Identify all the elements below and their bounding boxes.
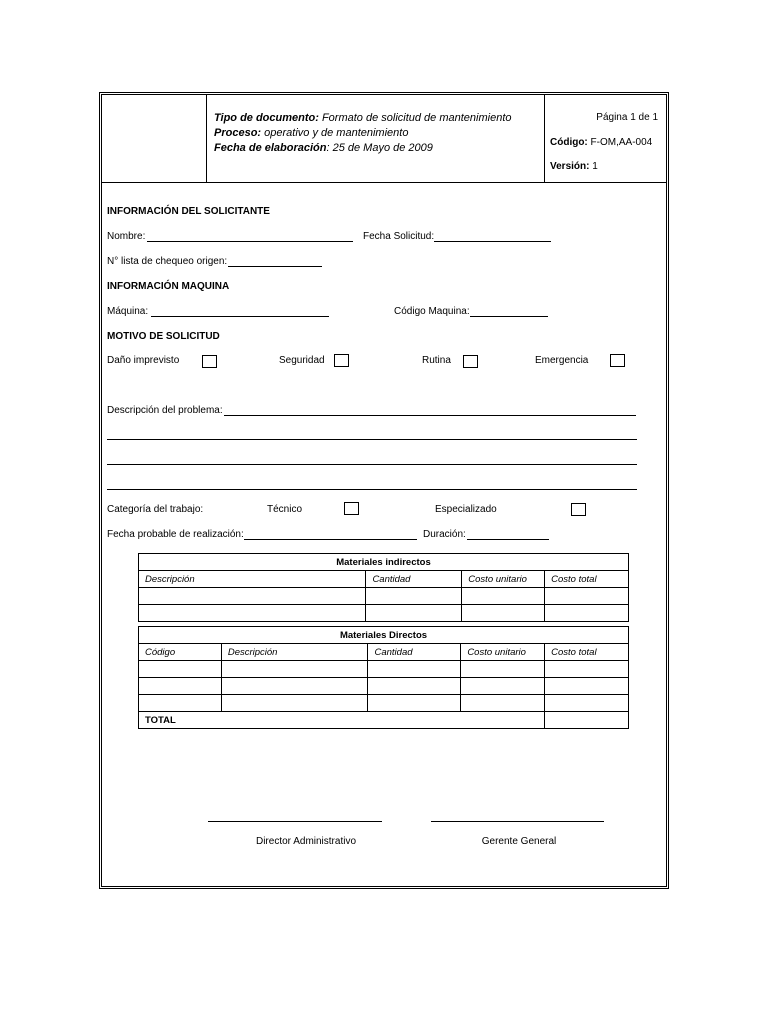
- lista-chequeo-field[interactable]: [228, 266, 322, 267]
- especializado-label: Especializado: [435, 504, 497, 515]
- column-header: Costo total: [545, 571, 629, 588]
- column-header: Cantidad: [366, 571, 462, 588]
- table-header-row: [139, 644, 629, 661]
- codigo-maquina-label: Código Maquina:: [394, 306, 470, 317]
- tipo-documento: Tipo de documento: Formato de solicitud de mantenimiento: [214, 112, 512, 124]
- logo-cell: [102, 95, 207, 182]
- gerente-label: Gerente General: [481, 836, 557, 847]
- column-header: Código: [139, 644, 222, 661]
- director-signature-line[interactable]: [208, 821, 382, 822]
- column-header: Costo total: [545, 644, 629, 661]
- version: Versión: 1: [550, 161, 598, 172]
- pagina: Página 1 de 1: [596, 112, 658, 123]
- descripcion-line-2[interactable]: [107, 439, 637, 440]
- descripcion-problema-label: Descripción del problema:: [107, 405, 223, 416]
- nombre-label: Nombre:: [107, 231, 146, 242]
- column-header: Costo unitario: [461, 644, 545, 661]
- proceso: Proceso: operativo y de mantenimiento: [214, 127, 409, 139]
- fecha-solicitud-label: Fecha Solicitud:: [363, 231, 435, 242]
- column-header: Costo unitario: [462, 571, 545, 588]
- document-header: [102, 95, 666, 183]
- fecha-elaboracion: Fecha de elaboración: 25 de Mayo de 2009: [214, 142, 433, 154]
- rutina-checkbox[interactable]: [463, 355, 478, 368]
- table-row[interactable]: [139, 695, 629, 712]
- table-row[interactable]: [139, 605, 629, 622]
- codigo: Código: F-OM,AA-004: [550, 137, 653, 148]
- director-label: Director Administrativo: [255, 836, 357, 847]
- section-solicitante: INFORMACIÓN DEL SOLICITANTE: [107, 206, 270, 217]
- codigo-maquina-field[interactable]: [470, 316, 548, 317]
- dano-imprevisto-checkbox[interactable]: [202, 355, 217, 368]
- emergencia-label: Emergencia: [535, 355, 589, 366]
- descripcion-line-4[interactable]: [107, 489, 637, 490]
- rutina-label: Rutina: [422, 355, 451, 366]
- table-header-row: [139, 571, 629, 588]
- column-header: Descripción: [221, 644, 368, 661]
- emergencia-checkbox[interactable]: [610, 354, 625, 367]
- materiales-indirectos-title: Materiales indirectos: [139, 554, 629, 571]
- fecha-probable-label: Fecha probable de realización:: [107, 529, 244, 540]
- materiales-indirectos-table: [138, 553, 629, 622]
- lista-chequeo-label: N° lista de chequeo origen:: [107, 256, 228, 267]
- seguridad-label: Seguridad: [279, 355, 325, 366]
- maquina-field[interactable]: [151, 316, 329, 317]
- column-header: Cantidad: [368, 644, 461, 661]
- especializado-checkbox[interactable]: [571, 503, 586, 516]
- section-motivo: MOTIVO DE SOLICITUD: [107, 331, 220, 342]
- total-label: TOTAL: [139, 712, 545, 729]
- total-row: [139, 712, 629, 729]
- fecha-probable-field[interactable]: [244, 539, 417, 540]
- duracion-label: Duración:: [423, 529, 466, 540]
- duracion-field[interactable]: [467, 539, 549, 540]
- seguridad-checkbox[interactable]: [334, 354, 349, 367]
- fecha-solicitud-field[interactable]: [434, 241, 551, 242]
- materiales-directos-table: [138, 626, 629, 729]
- section-maquina: INFORMACIÓN MAQUINA: [107, 281, 230, 292]
- gerente-signature-line[interactable]: [431, 821, 604, 822]
- table-row[interactable]: [139, 661, 629, 678]
- total-value-cell[interactable]: [545, 712, 629, 729]
- table-row[interactable]: [139, 588, 629, 605]
- column-header: Descripción: [139, 571, 366, 588]
- meta-cell: [544, 95, 666, 182]
- tecnico-checkbox[interactable]: [344, 502, 359, 515]
- descripcion-line-3[interactable]: [107, 464, 637, 465]
- maquina-label: Máquina:: [107, 306, 149, 317]
- categoria-label: Categoría del trabajo:: [107, 504, 204, 515]
- descripcion-line-1[interactable]: [224, 415, 636, 416]
- tecnico-label: Técnico: [267, 504, 303, 515]
- title-cell: [206, 95, 545, 182]
- materiales-directos-title: Materiales Directos: [139, 627, 629, 644]
- table-row[interactable]: [139, 678, 629, 695]
- nombre-field[interactable]: [147, 241, 353, 242]
- dano-imprevisto-label: Daño imprevisto: [107, 355, 180, 366]
